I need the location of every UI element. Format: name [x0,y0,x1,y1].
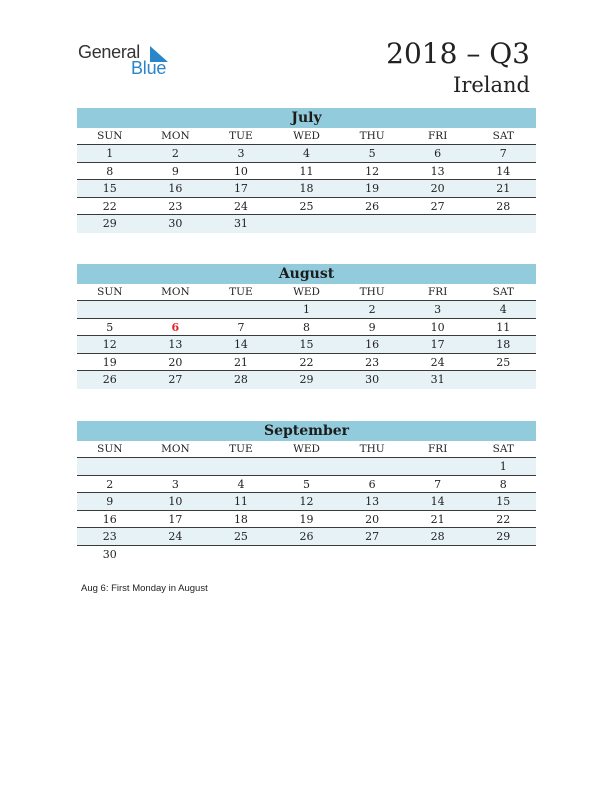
date-cell: 8 [106,164,114,178]
date-cell: 30 [102,547,117,561]
date-cell: 22 [496,512,511,526]
date-cell: 1 [303,303,311,316]
date-cell: 18 [496,338,511,351]
date-cell: 30 [365,373,380,386]
date-cell: 20 [430,182,445,195]
date-cell: 25 [233,530,248,543]
date-cell: 1 [106,147,114,160]
date-cell: 7 [499,147,507,160]
date-cell: 23 [365,355,380,369]
date-cell [339,546,405,564]
date-cell: 17 [233,182,248,195]
week-row [77,476,536,494]
date-cell: 28 [233,373,248,386]
date-cell: 24 [168,530,183,543]
date-cell: 16 [168,182,183,195]
general-blue-logo [78,42,178,82]
date-cell [470,546,536,564]
date-cell: 11 [233,495,248,508]
date-cell: 14 [233,338,248,351]
date-cell: 27 [168,373,183,386]
weekday-header-row [77,441,536,458]
month-calendar-september [77,421,536,563]
week-row [77,163,536,181]
weekday-label: SAT [492,286,514,298]
week-row [77,336,536,354]
date-cell: 28 [430,530,445,543]
date-cell: 17 [168,512,183,526]
date-cell: 15 [102,182,117,195]
date-cell: 4 [303,147,311,160]
date-cell: 17 [430,338,445,351]
date-cell: 28 [496,199,511,213]
date-cell: 27 [430,199,445,213]
date-cell: 29 [299,373,314,386]
date-cell: 24 [233,199,248,213]
weekday-label: THU [359,286,385,298]
date-cell: 25 [299,199,314,213]
week-row [77,319,536,337]
weekday-label: SUN [97,443,123,455]
date-cell: 4 [499,303,507,316]
date-cell: 12 [102,338,117,351]
date-cell [77,301,143,318]
date-cell: 20 [365,512,380,526]
date-cell: 12 [299,495,314,508]
date-cell: 6 [368,477,376,491]
week-row [77,215,536,233]
date-cell: 27 [365,530,380,543]
week-row [77,511,536,529]
date-cell: 21 [496,182,511,195]
weekday-header-row [77,284,536,301]
date-cell: 24 [430,355,445,369]
date-cell: 16 [365,338,380,351]
date-cell: 8 [499,477,507,491]
date-cell: 6 [434,147,442,160]
date-cell: 13 [430,164,445,178]
date-cell: 23 [168,199,183,213]
date-cell [143,301,209,318]
weekday-label: FRI [428,443,448,455]
date-cell: 30 [168,217,183,230]
week-row [77,458,536,476]
week-row [77,546,536,564]
date-cell: 23 [102,530,117,543]
date-cell: 10 [430,320,445,334]
date-cell: 5 [368,147,376,160]
date-cell: 19 [365,182,380,195]
date-cell [470,215,536,233]
weekday-label: WED [293,443,320,455]
month-title: August [77,264,536,284]
date-cell: 9 [368,320,376,334]
weekday-label: SUN [97,130,123,142]
weekday-label: MON [161,130,190,142]
date-cell [470,371,536,389]
country-name: Ireland [453,73,530,97]
week-row [77,371,536,389]
date-cell [339,458,405,475]
date-cell [143,546,209,564]
date-cell: 5 [106,320,114,334]
weekday-label: TUE [229,286,253,298]
date-cell: 19 [102,355,117,369]
date-cell [208,546,274,564]
holiday-date-cell: 6 [171,320,180,334]
date-cell: 9 [106,495,114,508]
weekday-label: TUE [229,443,253,455]
date-cell [274,215,340,233]
date-cell: 31 [430,373,445,386]
date-cell: 26 [102,373,117,386]
weekday-label: WED [293,130,320,142]
weekday-label: FRI [428,130,448,142]
week-row [77,493,536,511]
date-cell: 31 [233,217,248,230]
weekday-header-row [77,128,536,145]
date-cell [143,458,209,475]
month-calendar-july [77,108,536,233]
weekday-label: SAT [492,130,514,142]
date-cell: 9 [171,164,179,178]
date-cell: 13 [365,495,380,508]
date-cell [77,458,143,475]
holiday-note: Aug 6: First Monday in August [81,583,208,594]
weekday-label: THU [359,130,385,142]
date-cell: 29 [496,530,511,543]
date-cell: 11 [496,320,511,334]
week-row [77,301,536,319]
logo-text-general: General [78,42,140,62]
date-cell [405,215,471,233]
date-cell: 3 [171,477,179,491]
date-cell: 14 [496,164,511,178]
weekday-label: MON [161,443,190,455]
date-cell: 5 [303,477,311,491]
date-cell: 13 [168,338,183,351]
date-cell: 3 [434,303,442,316]
date-cell: 16 [102,512,117,526]
date-cell: 18 [299,182,314,195]
date-cell: 12 [365,164,380,178]
weekday-label: WED [293,286,320,298]
date-cell: 25 [496,355,511,369]
date-cell [208,458,274,475]
month-calendar-august [77,264,536,389]
weekday-label: THU [359,443,385,455]
date-cell: 15 [299,338,314,351]
date-cell: 10 [233,164,248,178]
date-cell: 1 [499,460,507,473]
date-cell: 10 [168,495,183,508]
date-cell: 26 [299,530,314,543]
week-row [77,528,536,546]
date-cell: 4 [237,477,245,491]
date-cell: 2 [171,147,179,160]
date-cell: 14 [430,495,445,508]
date-cell [405,458,471,475]
week-row [77,198,536,216]
month-title: September [77,421,536,441]
month-title: July [77,108,536,128]
date-cell: 21 [233,355,248,369]
date-cell: 26 [365,199,380,213]
date-cell [339,215,405,233]
date-cell [405,546,471,564]
page-title: 2018 – Q3 [386,37,530,70]
date-cell: 7 [434,477,442,491]
date-cell: 29 [102,217,117,230]
date-cell: 8 [303,320,311,334]
date-cell: 19 [299,512,314,526]
weekday-label: TUE [229,130,253,142]
date-cell: 11 [299,164,314,178]
date-cell [274,458,340,475]
week-row [77,354,536,372]
weekday-label: SUN [97,286,123,298]
date-cell: 21 [430,512,445,526]
date-cell: 7 [237,320,245,334]
date-cell [274,546,340,564]
date-cell: 2 [106,477,114,491]
date-cell: 18 [233,512,248,526]
date-cell: 20 [168,355,183,369]
date-cell: 15 [496,495,511,508]
week-row [77,145,536,163]
date-cell: 3 [237,147,245,160]
date-cell: 22 [102,199,117,213]
weekday-label: SAT [492,443,514,455]
week-row [77,180,536,198]
date-cell: 22 [299,355,314,369]
weekday-label: FRI [428,286,448,298]
logo-text-blue: Blue [131,58,167,78]
weekday-label: MON [161,286,190,298]
date-cell [208,301,274,318]
date-cell: 2 [368,303,376,316]
